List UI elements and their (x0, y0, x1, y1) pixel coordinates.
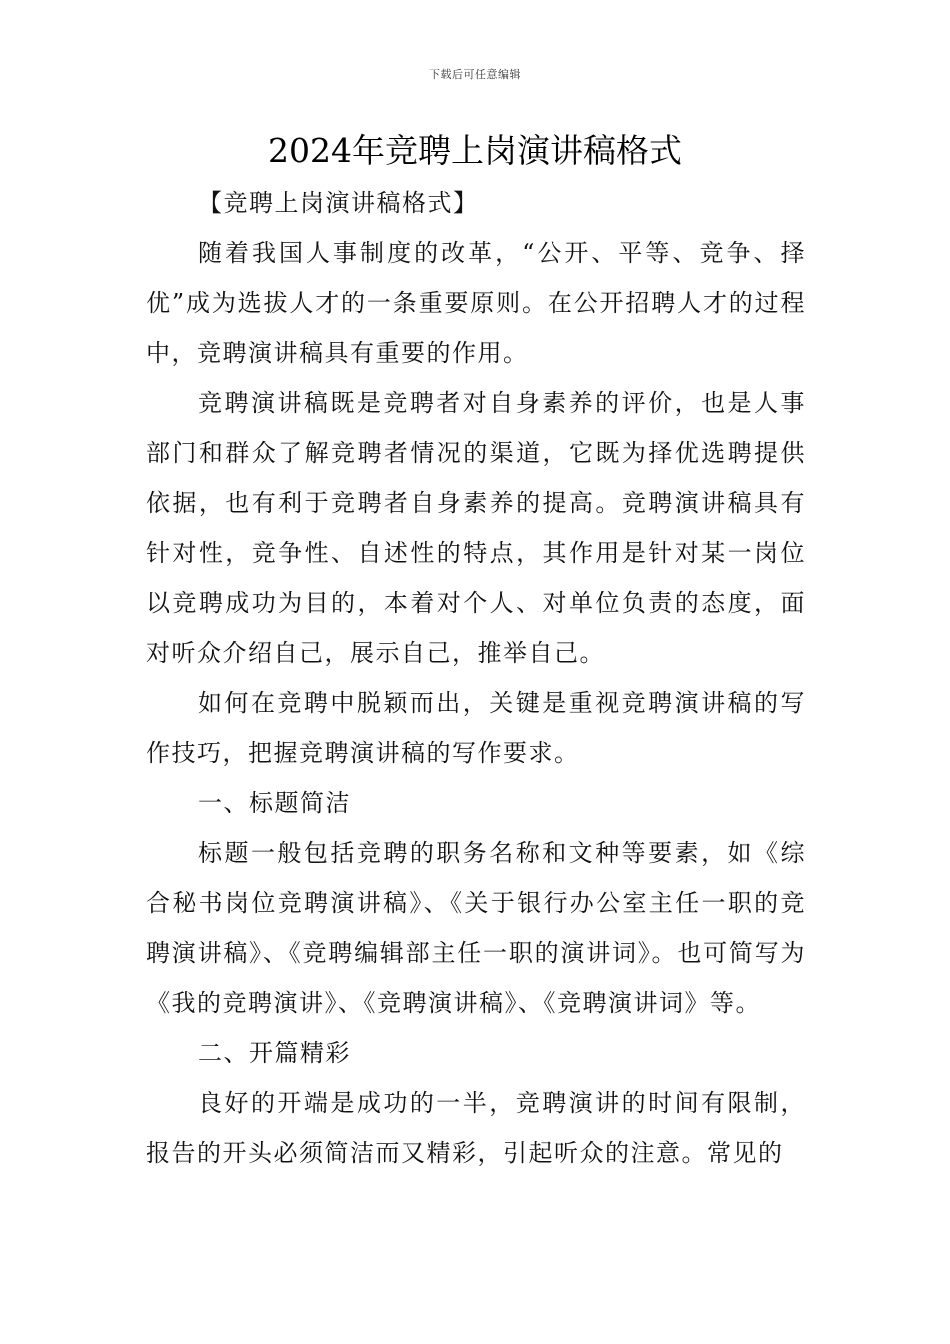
paragraph: 良好的开端是成功的一半，竞聘演讲的时间有限制，报告的开头必须简洁而又精彩，引起听众的注意。常见的 (146, 1089, 806, 1167)
document-body (146, 178, 806, 1178)
paragraph: 随着我国人事制度的改革，“公开、平等、竞争、择优”成为选拔人才的一条重要原则。在公开招聘人才的过程中，竞聘演讲稿具有重要的作用。 (146, 239, 806, 367)
paragraph: 竞聘演讲稿既是竞聘者对自身素养的评价，也是人事部门和群众了解竞聘者情况的渠道，它既为择优选聘提供依据，也有利于竞聘者自身素养的提高。竞聘演讲稿具有针对性，竞争性、自述性的特点，其作用是针对某一岗位以竞聘成功为目的，本着对个人、对单位负责的态度，面对听众介绍自己，展示自己，推举自己。 (146, 389, 806, 667)
section-heading: 二、开篇精彩 (198, 1039, 351, 1067)
paragraph: 标题一般包括竞聘的职务名称和文种等要素，如《综合秘书岗位竞聘演讲稿》、《关于银行办公室主任一职的竞聘演讲稿》、《竞聘编辑部主任一职的演讲词》。也可简写为《我的竞聘演讲》、《竞聘演讲稿》、《竞聘演讲词》等。 (146, 839, 806, 1017)
paragraph: 如何在竞聘中脱颖而出，关键是重视竞聘演讲稿的写作技巧，把握竞聘演讲稿的写作要求。 (146, 689, 806, 767)
section-heading: 一、标题简洁 (198, 789, 351, 817)
document-subtitle: 【竞聘上岗演讲稿格式】 (198, 189, 479, 217)
document-title: 2024年竞聘上岗演讲稿格式 (268, 131, 682, 170)
header-note: 下载后可任意编辑 (429, 68, 521, 81)
